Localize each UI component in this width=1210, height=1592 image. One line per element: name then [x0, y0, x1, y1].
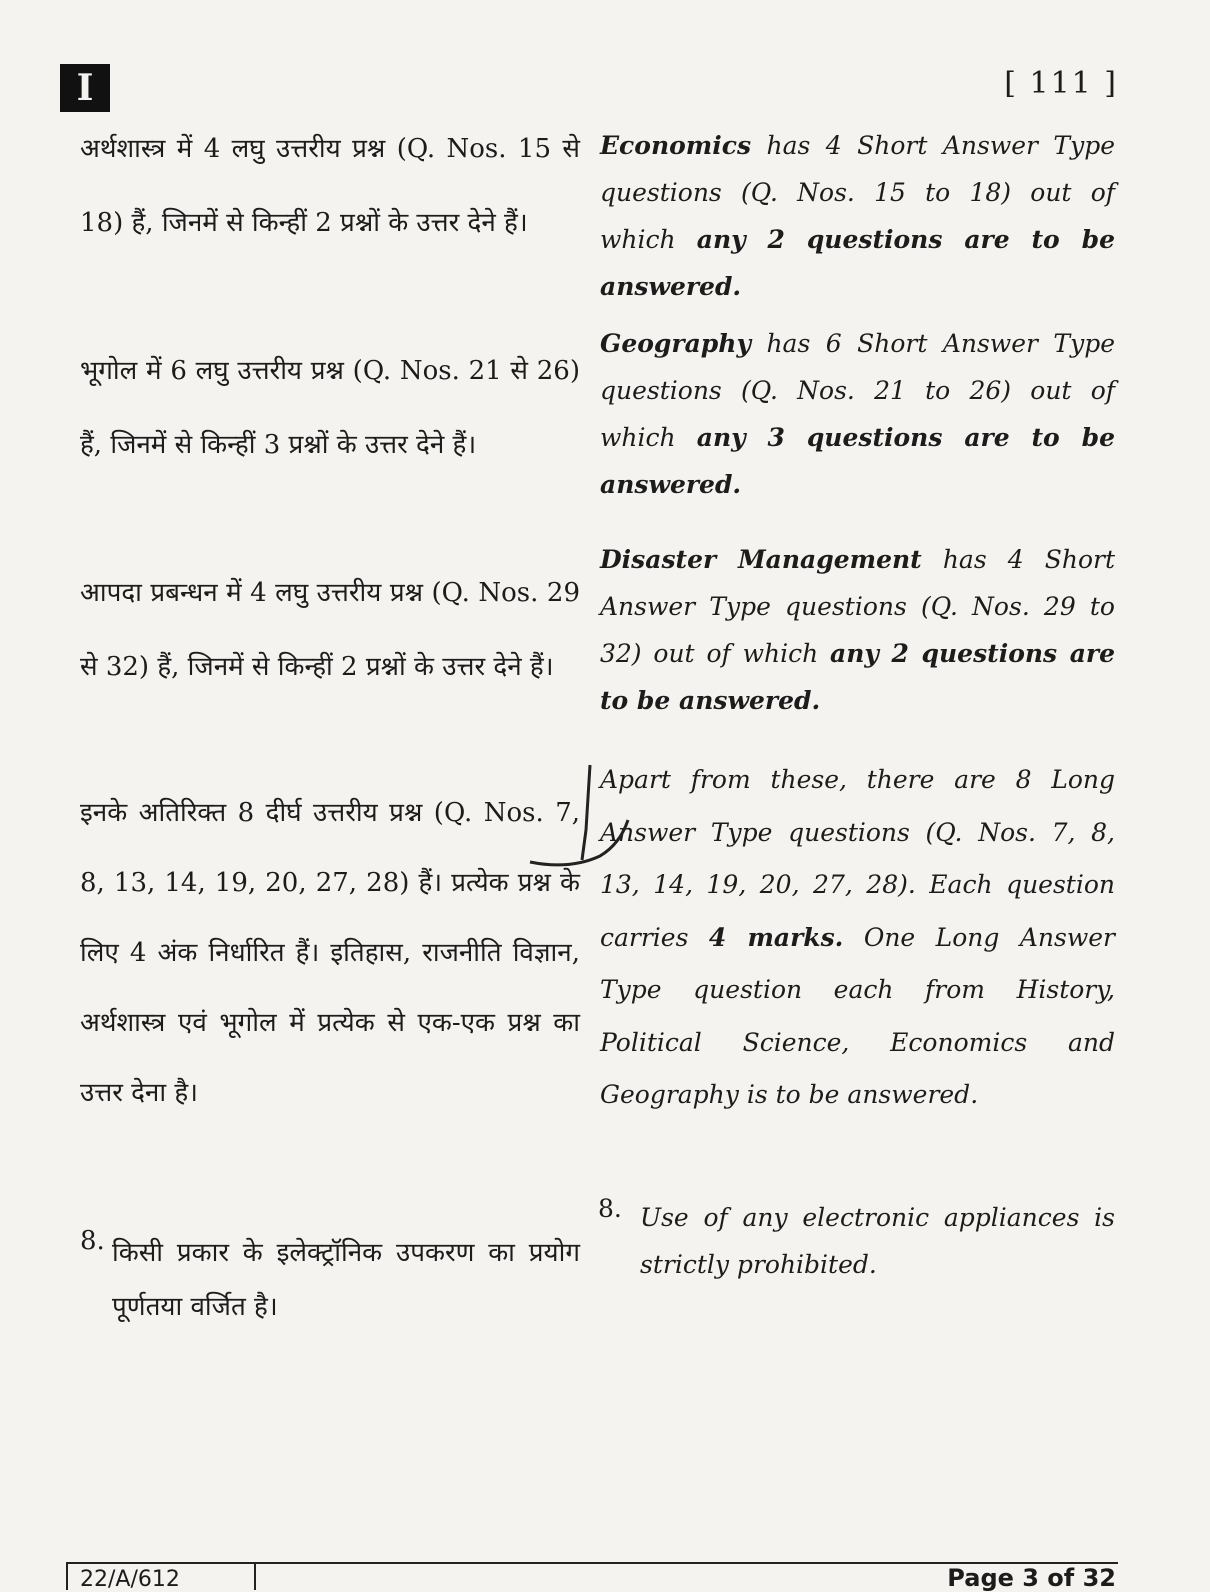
economics-requirement: any 2 questions are to be answered. [600, 225, 1115, 301]
english-instructions-column [600, 122, 1115, 1288]
long-answer-marks: 4 marks. [708, 922, 844, 952]
english-disaster-instruction [600, 536, 1115, 754]
paper-code: 22/A/612 [80, 1567, 180, 1592]
geography-subject: Geography [600, 329, 751, 358]
disaster-detail: has 4 Short Answer Type questions (Q. Nos. 29 to 32) out of which [600, 545, 1115, 668]
hindi-disaster-instruction [80, 556, 580, 778]
set-badge: I [60, 64, 110, 112]
english-long-answer-text [600, 754, 1115, 1122]
english-geography-instruction [600, 320, 1115, 536]
hindi-item-8 [80, 1226, 580, 1334]
hindi-economics-instruction [80, 112, 580, 334]
page-number: Page 3 of 32 [947, 1564, 1116, 1592]
english-geography-text [600, 320, 1115, 508]
english-economics-text [600, 122, 1115, 310]
disaster-requirement: any 2 questions are to be answered. [600, 639, 1115, 715]
hindi-instructions-column [80, 112, 580, 1334]
geography-requirement: any 3 questions are to be answered. [600, 423, 1115, 499]
hindi-geography-text: भूगोल में 6 लघु उत्तरीय प्रश्न (Q. Nos. 21 से 26) हैं, जिनमें से किन्हीं 3 प्रश्नों के उत्तर देने हैं। [80, 356, 580, 460]
hindi-geography-instruction [80, 334, 580, 556]
disaster-subject: Disaster Management [600, 545, 922, 574]
economics-subject: Economics [600, 131, 752, 160]
english-item-8-text: Use of any electronic appliances is strictly prohibited. [640, 1203, 1115, 1279]
english-long-answer-instruction [600, 754, 1115, 1180]
hindi-long-answer-instruction [80, 778, 580, 1198]
page-reference: [ 111 ] [1004, 66, 1118, 101]
english-item-8 [598, 1194, 1115, 1288]
hindi-long-answer-text: इनके अतिरिक्त 8 दीर्घ उत्तरीय प्रश्न (Q. Nos. 7, 8, 13, 14, 19, 20, 27, 28) हैं। प्रत्येक प्रश्न के लिए 4 अंक निर्धारित हैं। इतिहास, राजनीति विज्ञान, अर्थशास्त्र एवं भूगोल में प्रत्येक से एक-एक प्रश्न का उत्तर देना है। [80, 798, 580, 1108]
hindi-disaster-text: आपदा प्रबन्धन में 4 लघु उत्तरीय प्रश्न (Q. Nos. 29 से 32) हैं, जिनमें से किन्हीं 2 प्रश्नों के उत्तर देने हैं। [80, 578, 580, 682]
english-economics-instruction [600, 122, 1115, 320]
hindi-item-8-number: 8. [80, 1226, 105, 1256]
hindi-economics-text: अर्थशास्त्र में 4 लघु उत्तरीय प्रश्न (Q. Nos. 15 से 18) हैं, जिनमें से किन्हीं 2 प्रश्नों के उत्तर देने हैं। [80, 134, 580, 238]
economics-detail: has 4 Short Answer Type questions (Q. Nos. 15 to 18) out of which [600, 131, 1115, 254]
english-disaster-text [600, 536, 1115, 724]
hindi-item-8-text: किसी प्रकार के इलेक्ट्रॉनिक उपकरण का प्रयोग पूर्णतया वर्जित है। [112, 1238, 580, 1322]
long-answer-detail: Apart from these, there are 8 Long Answer Type questions (Q. Nos. 7, 8, 13, 14, 19, 20, 27, 28). Each question carries [600, 765, 1115, 952]
long-answer-requirement: One Long Answer Type question each from History, Political Science, Economics and Geography is to be answered. [600, 922, 1115, 1109]
english-item-8-number: 8. [598, 1194, 622, 1223]
geography-detail: has 6 Short Answer Type questions (Q. Nos. 21 to 26) out of which [600, 329, 1116, 452]
